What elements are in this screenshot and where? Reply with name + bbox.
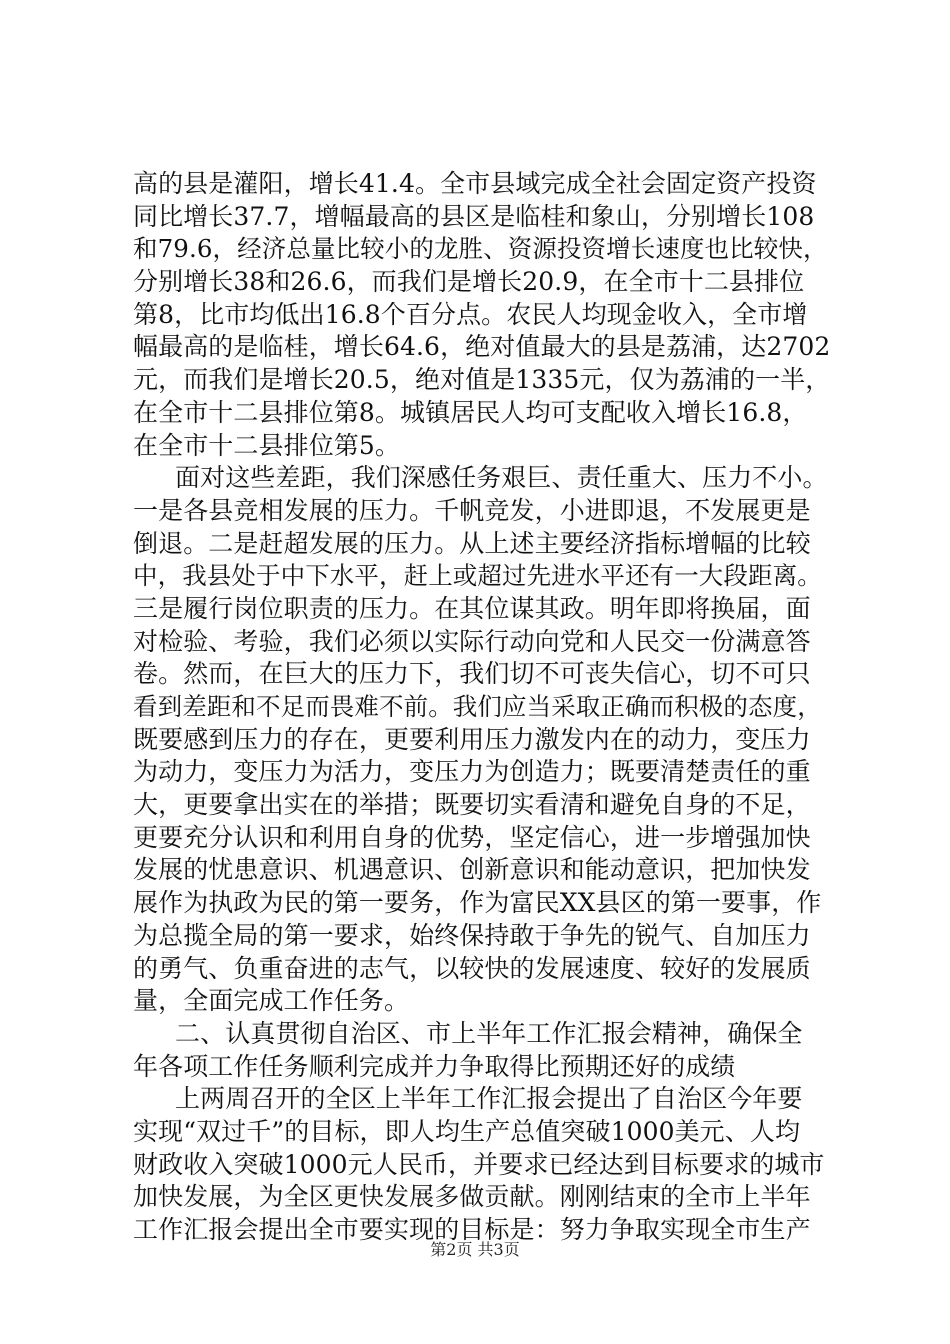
text-line: 为动力，变压力为活力，变压力为创造力；既要清楚责任的重 <box>133 757 811 787</box>
text-line: 面对这些差距，我们深感任务艰巨、责任重大、压力不小。 <box>175 463 828 493</box>
text-line: 对检验、考验，我们必须以实际行动向党和人民交一份满意答 <box>133 626 811 656</box>
text-line: 第8，比市均低出16.8个百分点。农民人均现金收入，全市增 <box>133 299 808 329</box>
text-line: 发展的忧患意识、机遇意识、创新意识和能动意识，把加快发 <box>133 855 811 885</box>
document-body <box>133 168 833 1247</box>
text-line: 工作汇报会提出全市要实现的目标是：努力争取实现全市生产 <box>133 1215 811 1244</box>
text-line: 加快发展，为全区更快发展多做贡献。刚刚结束的全市上半年 <box>133 1182 811 1212</box>
text-line: 量，全面完成工作任务。 <box>133 986 410 1016</box>
text-line: 元，而我们是增长20.5，绝对值是1335元，仅为荔浦的一半， <box>133 365 831 395</box>
text-line: 和79.6，经济总量比较小的龙胜、资源投资增长速度也比较快， <box>133 234 828 264</box>
text-line: 一是各县竞相发展的压力。千帆竞发，小进即退，不发展更是 <box>133 495 811 525</box>
page-footer: 第2页 共3页 <box>430 1240 520 1259</box>
text-line: 二、认真贯彻自治区、市上半年工作汇报会精神，确保全 <box>175 1018 803 1048</box>
text-line: 同比增长37.7，增幅最高的县区是临桂和象山，分别增长108 <box>133 201 815 231</box>
text-line: 高的县是灌阳，增长41.4。全市县域完成全社会固定资产投资 <box>133 169 817 198</box>
text-line: 大，更要拿出实在的举措；既要切实看清和避免自身的不足， <box>133 790 811 820</box>
text-line: 更要充分认识和利用自身的优势，坚定信心，进一步增强加快 <box>133 822 811 852</box>
text-line: 三是履行岗位职责的压力。在其位谋其政。明年即将换届，面 <box>133 593 811 623</box>
text-line: 上两周召开的全区上半年工作汇报会提出了自治区今年要 <box>175 1084 803 1114</box>
text-line: 年各项工作任务顺利完成并力争取得比预期还好的成绩 <box>133 1051 736 1081</box>
text-line: 倒退。二是赶超发展的压力。从上述主要经济指标增幅的比较 <box>133 528 811 558</box>
text-line: 看到差距和不足而畏难不前。我们应当采取正确而积极的态度， <box>133 692 822 721</box>
text-line: 展作为执政为民的第一要务，作为富民XX县区的第一要事，作 <box>133 888 822 918</box>
text-line: 为总揽全局的第一要求，始终保持敢于争先的锐气、自加压力 <box>133 920 811 950</box>
text-line: 卷。然而，在巨大的压力下，我们切不可丧失信心，切不可只 <box>133 659 811 689</box>
text-line: 实现“双过千”的目标，即人均生产总值突破1000美元、人均 <box>133 1116 801 1146</box>
text-line: 中，我县处于中下水平，赶上或超过先进水平还有一大段距离。 <box>133 561 822 591</box>
text-line: 财政收入突破1000元人民币，并要求已经达到目标要求的城市 <box>133 1149 825 1179</box>
text-line: 在全市十二县排位第8。城镇居民人均可支配收入增长16.8， <box>133 397 808 427</box>
text-line: 既要感到压力的存在，更要利用压力激发内在的动力，变压力 <box>133 724 811 754</box>
text-line: 分别增长38和26.6，而我们是增长20.9，在全市十二县排位 <box>133 267 805 297</box>
text-line: 幅最高的是临桂，增长64.6，绝对值最大的县是荔浦，达2702 <box>133 332 831 362</box>
text-line: 在全市十二县排位第5。 <box>133 430 401 460</box>
text-line: 的勇气、负重奋进的志气，以较快的发展速度、较好的发展质 <box>133 953 811 983</box>
